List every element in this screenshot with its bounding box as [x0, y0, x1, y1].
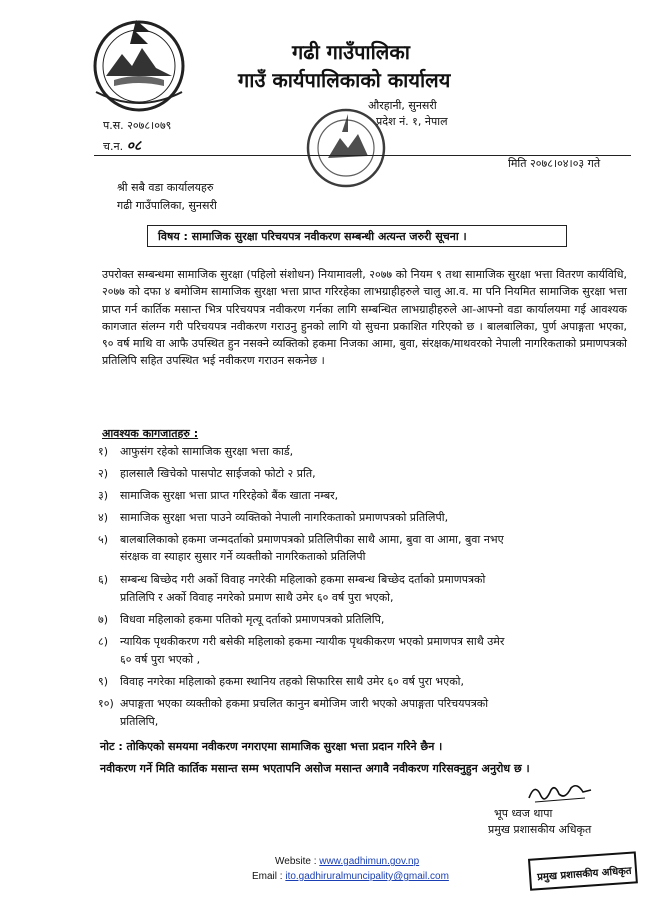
org-name-line2: गाउँ कार्यपालिकाको कार्यालय — [238, 68, 451, 92]
footer-website — [275, 856, 419, 867]
subject-text: विषय : सामाजिक सुरक्षा परिचयपत्र नवीकरण सम्बन्धी अत्यन्त जरुरी सूचना । — [158, 230, 467, 243]
address-line1: औरहानी, सुनसरी — [368, 99, 437, 112]
municipality-logo — [84, 14, 194, 114]
list-item: ५) बालबालिकाको हकमा जन्मदर्ताको प्रमाणपत्रको प्रतिलिपीका साथै आमा, बुवा वा आमा, बुवा नभए — [98, 533, 504, 546]
website-label: Website : — [275, 856, 320, 867]
list-item: ७) विधवा महिलाको हकमा पतिको मृत्यू दर्ताको प्रमाणपत्रको प्रतिलिपि, — [98, 613, 385, 626]
stamp-text: प्रमुख प्रशासकीय अधिकृत — [536, 865, 632, 884]
email-label: Email : — [252, 871, 286, 882]
list-item-continuation: संरक्षक वा स्याहार सुसार गर्ने व्यक्तीको नागरिकताको प्रतिलिपी — [120, 550, 366, 563]
designation-stamp — [527, 850, 641, 894]
list-item: १) आफुसंग रहेको सामाजिक सुरक्षा भत्ता कार्ड, — [98, 445, 294, 458]
signature-icon — [525, 778, 595, 806]
footer-email — [252, 871, 449, 882]
note-warning: नोट : तोकिएको समयमा नवीकरण नगराएमा सामाजिक सुरक्षा भत्ता प्रदान गरिने छैन । — [100, 740, 443, 753]
recipient-line1: श्री सबै वडा कार्यालयहरु — [117, 181, 214, 194]
list-item: १०) अपाङ्गता भएका व्यक्तीको हकमा प्रचलित कानुन बमोजिम जारी भएको अपाङ्गता परिचयपत्रको — [98, 697, 489, 710]
list-item: ६) सम्बन्ध बिच्छेद गरी अर्को विवाह नगरेकी महिलाको हकमा सम्बन्ध बिच्छेद दर्ताको प्रमाणपत्रको — [98, 573, 486, 586]
note-request: नवीकरण गर्ने मिति कार्तिक मसान्त सम्म भएतापनि असोज मसान्त अगावै नवीकरण गरिसक्नुहुन अनुरोध छ । — [100, 762, 530, 775]
email-link[interactable]: ito.gadhiruralmuncipality@gmail.com — [285, 871, 449, 882]
address-line2: प्रदेश नं. १, नेपाल — [376, 115, 448, 128]
recipient-line2: गढी गाउँपालिका, सुनसरी — [117, 199, 217, 212]
list-item-continuation: प्रतिलिपि र अर्को विवाह नगरेको प्रमाण साथै उमेर ६० वर्ष पुरा भएको, — [120, 591, 394, 604]
subject-box — [147, 225, 567, 247]
reference-ps: प.स. २०७८।०७९ — [103, 119, 172, 132]
list-item: ४) सामाजिक सुरक्षा भत्ता पाउने व्यक्तिको नेपाली नागरिकताको प्रमाणपत्रको प्रतिलिपी, — [98, 511, 449, 524]
body-paragraph: उपरोक्त सम्बन्धमा सामाजिक सुरक्षा (पहिलो संशोधन) नियामावली, २०७७ को नियम ९ तथा सामाजिक सुरक्षा भत्ता वितरण कार्यविधि, २०७७ को दफा ४ बमोजिम सामाजिक सुरक्षा भत्ता प्राप्त गरिरहेका लाभग्राहीहरुले चालु आ.व. मा पनि नियमित सामाजिक सुरक्षा भत्ता प्राप्त गर्न कार्तिक मसान्त भित्र परिचयपत्र नवीकरण गर्नका लागि सम्बन्धित लाभग्राहीहरुले आ-आफ्नो वडा कार्यालयमा गई आवश्यक कागजात संलग्न गरी परिचयपत्र नवीकरण गराउनु हुनको लागि यो सुचना प्रकाशित गरिएको छ । बालबालिका, पुर्ण अपाङ्गता भएका, ९० वर्ष माथि वा आफै उपस्थित हुन नसक्ने व्यक्तिको हकमा निजका आमा, बुवा, संरक्षक/माथवरको नेपाली नागरिकताको प्रमाणपत्रको प्रतिलिपि सहित उपस्थित भई नवीकरण गराउन सकनेछ । — [102, 268, 627, 368]
list-item-continuation: ६० वर्ष पुरा भएको , — [120, 653, 201, 666]
reference-cn — [103, 136, 141, 155]
website-link[interactable]: www.gadhimun.gov.np — [319, 856, 420, 867]
signatory-name: भूप ध्वज थापा — [494, 807, 553, 820]
cn-label: च.न. — [103, 140, 124, 153]
list-item: ८) न्यायिक पृथकीकरण गरी बसेकी महिलाको हकमा न्यायीक पृथकीकरण भएको प्रमाणपत्र साथै उमेर — [98, 635, 505, 648]
letter-date: मिति २०७८।०४।०३ गते — [508, 157, 601, 170]
org-name-line1: गढी गाउँपालिका — [292, 40, 410, 64]
list-item-continuation: प्रतिलिपि, — [120, 715, 159, 728]
office-stamp-icon — [300, 98, 392, 194]
documents-heading: आवश्यक कागजातहरु : — [102, 427, 199, 440]
list-item: ३) सामाजिक सुरक्षा भत्ता प्राप्त गरिरहेको बैंक खाता नम्बर, — [98, 489, 339, 502]
list-item: ९) विवाह नगरेका महिलाको हकमा स्थानिय तहको सिफारिस साथै उमेर ६० वर्ष पुरा भएको, — [98, 675, 465, 688]
cn-number: ०८ — [126, 138, 142, 154]
signatory-title: प्रमुख प्रशासकीय अधिकृत — [488, 823, 592, 836]
list-item: २) हालसालै खिचेको पासपोट साईजको फोटो २ प्रति, — [98, 467, 316, 480]
